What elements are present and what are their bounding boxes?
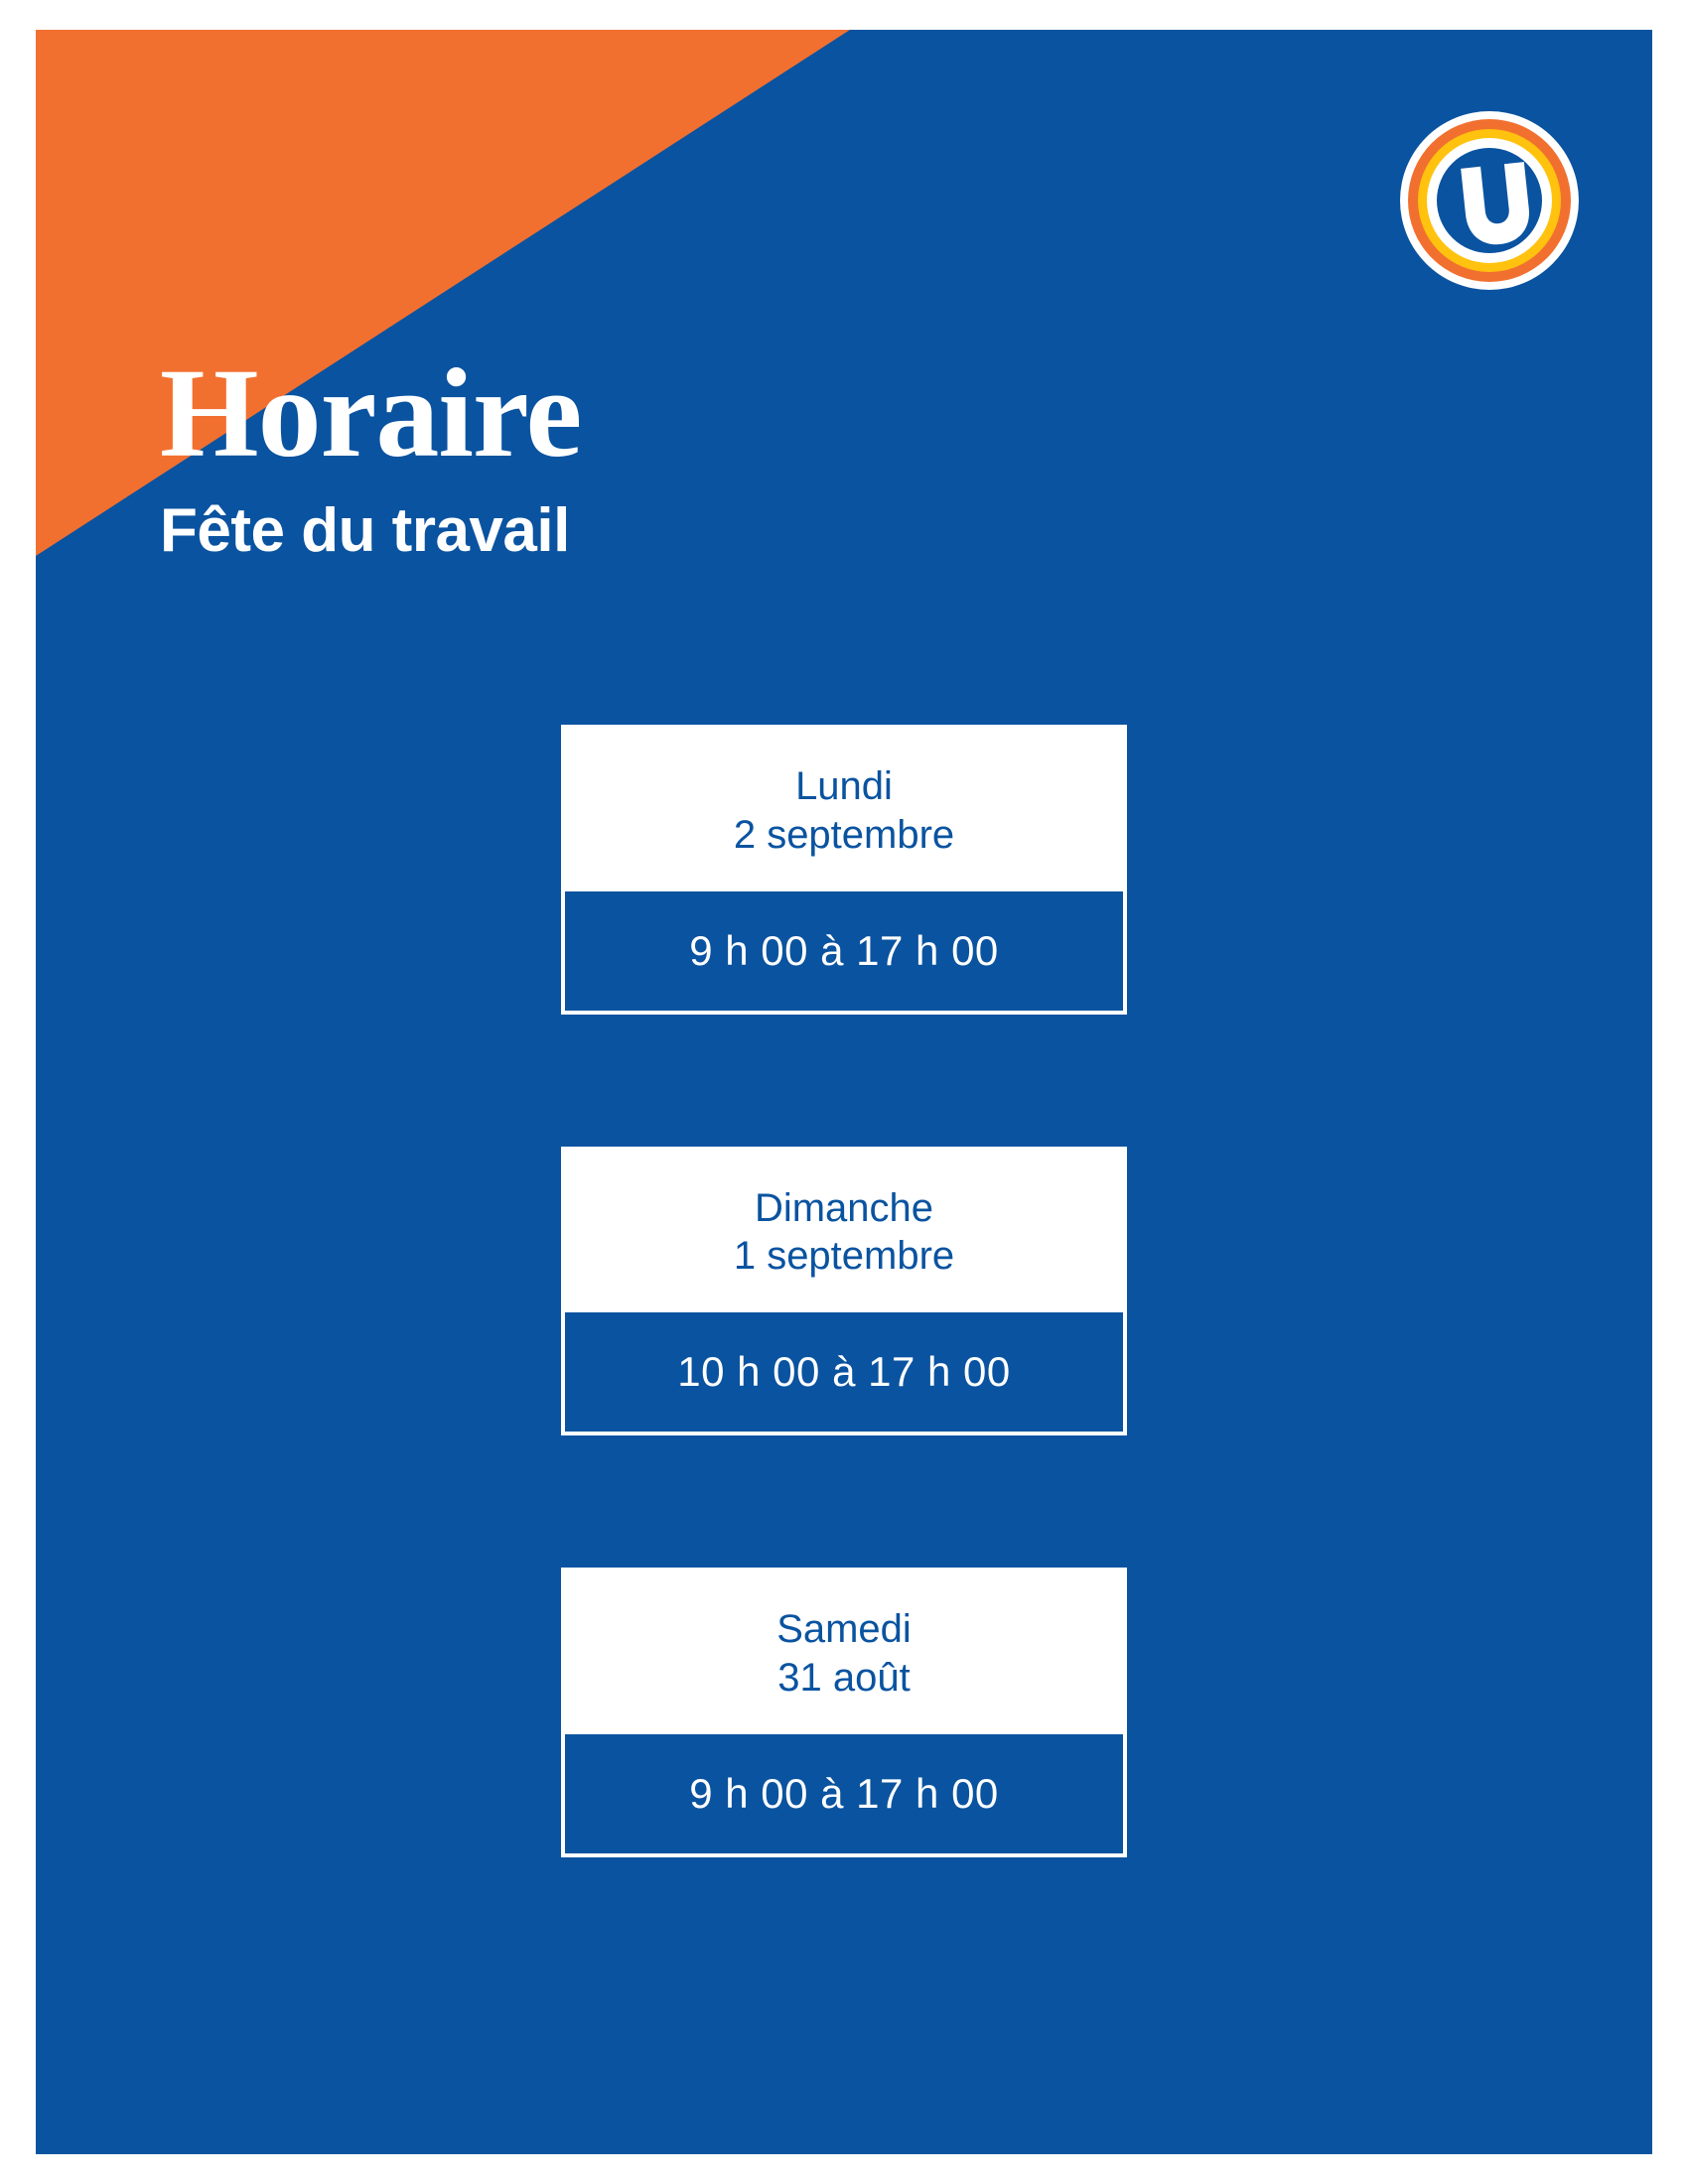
page-title: Horaire (160, 342, 582, 483)
schedule-card-date: 1 septembre (733, 1234, 955, 1279)
page-subtitle: Fête du travail (160, 496, 570, 565)
u-logo-icon (1398, 109, 1581, 292)
schedule-card-date-block (561, 725, 1127, 891)
schedule-card-hours: 10 h 00 à 17 h 00 (561, 1312, 1127, 1435)
schedule-card-day: Lundi (795, 764, 893, 808)
schedule-card-date: 31 août (777, 1655, 911, 1700)
schedule-card-day: Samedi (776, 1607, 912, 1652)
schedule-card-date-block (561, 1568, 1127, 1734)
schedule-card (561, 1147, 1127, 1436)
page-title-block (160, 342, 1153, 568)
schedule-card (561, 1568, 1127, 1857)
schedule-card-hours: 9 h 00 à 17 h 00 (561, 891, 1127, 1015)
schedule-card-day: Dimanche (754, 1185, 934, 1230)
schedule-poster (36, 30, 1652, 2154)
schedule-list (36, 725, 1652, 1857)
schedule-card (561, 725, 1127, 1015)
schedule-card-date-block (561, 1147, 1127, 1313)
schedule-card-hours: 9 h 00 à 17 h 00 (561, 1734, 1127, 1857)
schedule-card-date: 2 septembre (733, 812, 955, 857)
